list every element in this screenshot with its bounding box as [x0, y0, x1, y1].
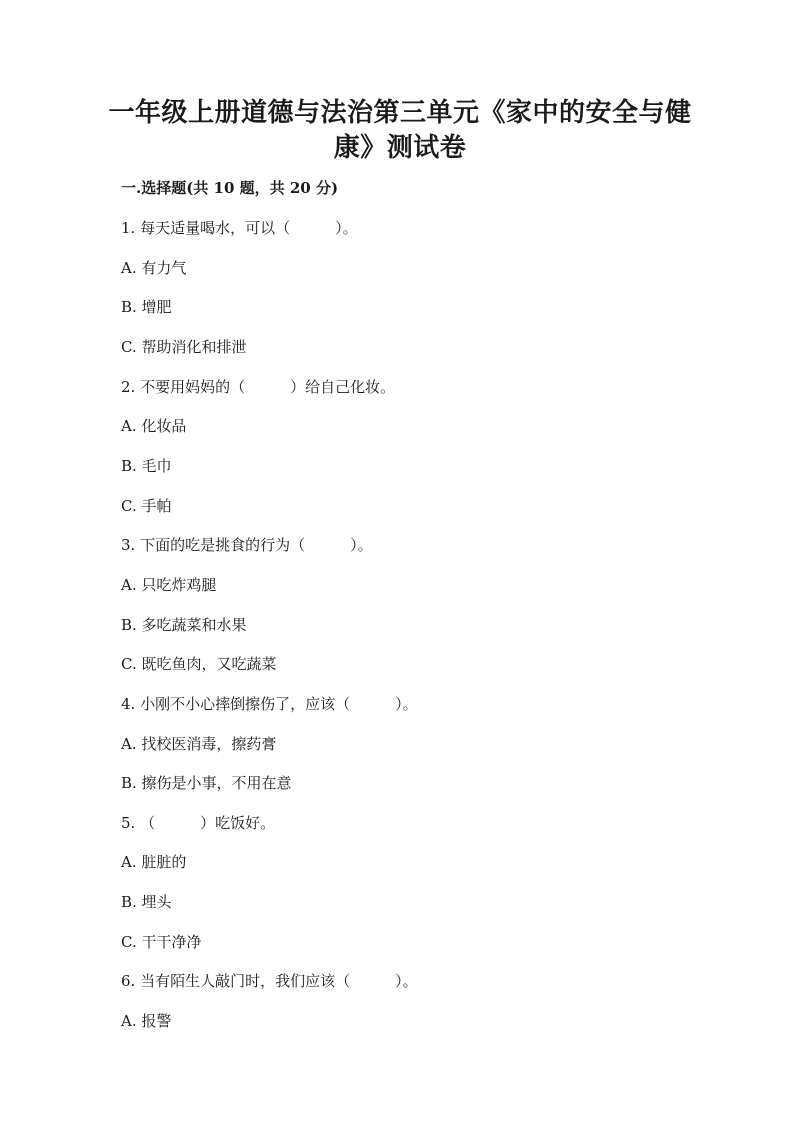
- question-1-option-c: C. 帮助消化和排泄: [121, 338, 247, 356]
- question-5-stem: 5. （ ）吃饭好。: [121, 814, 276, 832]
- question-5-option-c: C. 干干净净: [121, 933, 202, 951]
- question-6-stem: 6. 当有陌生人敲门时，我们应该（ ）。: [121, 972, 418, 990]
- question-4-option-a: A. 找校医消毒，擦药膏: [121, 735, 277, 753]
- question-5-option-b: B. 埋头: [121, 893, 172, 911]
- question-1-option-a: A. 有力气: [121, 259, 187, 277]
- exam-title-line-2: 康》测试卷: [333, 133, 467, 163]
- question-3-stem: 3. 下面的吃是挑食的行为（ ）。: [121, 536, 373, 554]
- exam-title-line-1: 一年级上册道德与法治第三单元《家中的安全与健: [108, 98, 692, 128]
- question-2-option-b: B. 毛巾: [121, 457, 172, 475]
- question-1-option-b: B. 增肥: [121, 298, 172, 316]
- question-6-option-a: A. 报警: [121, 1012, 172, 1030]
- question-3-option-b: B. 多吃蔬菜和水果: [121, 616, 247, 634]
- question-5-option-a: A. 脏脏的: [121, 853, 187, 871]
- question-4-stem: 4. 小刚不小心摔倒擦伤了，应该（ ）。: [121, 695, 418, 713]
- question-2-stem: 2. 不要用妈妈的（ ）给自己化妆。: [121, 378, 396, 396]
- question-1-stem: 1. 每天适量喝水，可以（ ）。: [121, 219, 358, 237]
- question-2-option-c: C. 手帕: [121, 497, 172, 515]
- question-4-option-b: B. 擦伤是小事，不用在意: [121, 774, 292, 792]
- question-3-option-c: C. 既吃鱼肉，又吃蔬菜: [121, 655, 277, 673]
- section-heading: 一.选择题(共 10 题，共 20 分): [121, 179, 339, 197]
- question-2-option-a: A. 化妆品: [121, 417, 187, 435]
- question-3-option-a: A. 只吃炸鸡腿: [121, 576, 217, 594]
